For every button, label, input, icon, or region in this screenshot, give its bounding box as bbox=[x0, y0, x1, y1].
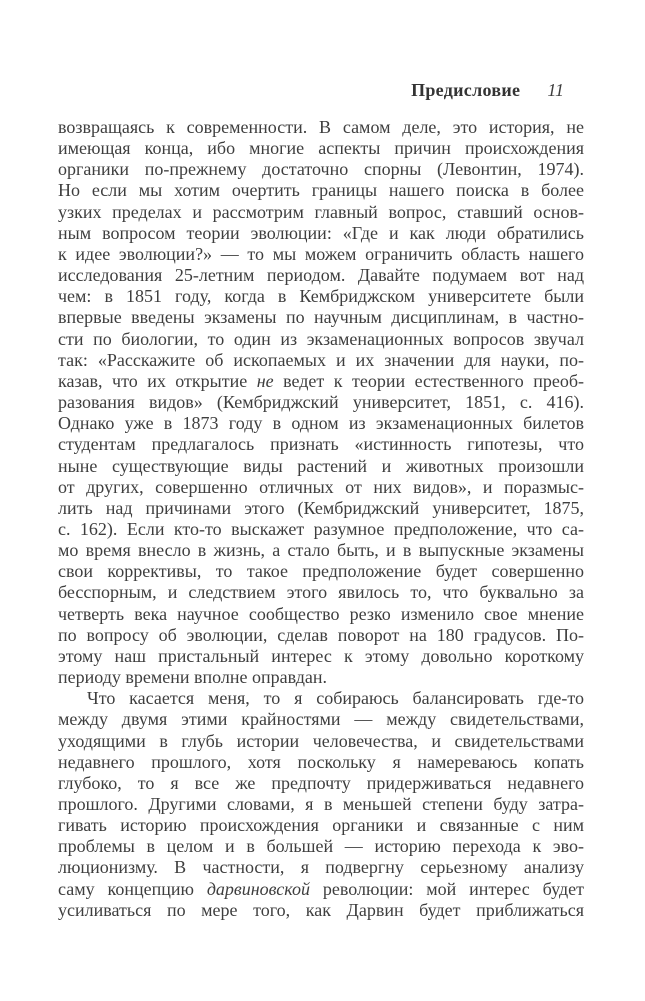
paragraph bbox=[58, 688, 584, 921]
text-line bbox=[58, 350, 584, 371]
text-line bbox=[58, 731, 584, 752]
text-segment: органики по-прежнему достаточно спорны (Левонтин, 1974). bbox=[58, 159, 584, 180]
text-segment: усиливаться по мере того, как Дарвин будет приближаться bbox=[58, 899, 584, 920]
text-line bbox=[58, 244, 584, 265]
text-line bbox=[58, 413, 584, 434]
text-line bbox=[58, 223, 584, 244]
text-line bbox=[58, 329, 584, 350]
text-segment: казав, что их открытие bbox=[58, 370, 257, 391]
text-line bbox=[58, 900, 584, 921]
text-segment: так: «Расскажите об ископаемых и их значении для науки, по- bbox=[58, 349, 584, 370]
text-line bbox=[58, 752, 584, 773]
text-segment: Что касается меня, то я собираюсь балансировать где-то bbox=[87, 688, 584, 709]
text-segment: с. 162). Если кто-то выскажет разумное предположение, что са- bbox=[58, 518, 584, 539]
text-segment: свои коррективы, то такое предположение будет совершенно bbox=[58, 561, 584, 582]
text-line bbox=[58, 392, 584, 413]
text-line bbox=[58, 117, 584, 138]
text-segment: мо время внесло в жизнь, а стало быть, и в выпускные экзамены bbox=[58, 540, 584, 561]
text-segment: глубоко, то я все же предпочту придерживаться недавнего bbox=[58, 772, 584, 793]
text-line bbox=[58, 138, 584, 159]
text-segment: этому наш пристальный интерес к этому довольно короткому bbox=[58, 645, 584, 666]
text-line bbox=[58, 879, 584, 900]
page-body-text bbox=[58, 117, 584, 921]
text-segment: уходящими в глубь истории человечества, и свидетельствами bbox=[58, 730, 584, 751]
text-segment: Однако уже в 1873 году в одном из экзаменационных билетов bbox=[58, 413, 584, 434]
text-line bbox=[58, 561, 584, 582]
text-line bbox=[58, 667, 584, 688]
text-line bbox=[58, 540, 584, 561]
paragraph bbox=[58, 117, 584, 688]
text-line bbox=[58, 688, 584, 709]
text-segment: студентам предлагалось признать «истинность гипотезы, что bbox=[58, 434, 584, 455]
text-line bbox=[58, 286, 584, 307]
text-segment: люционизму. В частности, я подвергну серьезному анализу bbox=[58, 857, 584, 878]
text-line bbox=[58, 625, 584, 646]
running-title: Предисловие bbox=[411, 80, 521, 100]
text-line bbox=[58, 794, 584, 815]
text-line bbox=[58, 836, 584, 857]
text-segment: ведет к теории естественного преоб- bbox=[273, 370, 584, 391]
text-line bbox=[58, 159, 584, 180]
page-number: 11 bbox=[547, 80, 564, 100]
text-line bbox=[58, 773, 584, 794]
text-segment: ныне существующие виды растений и животных произошли bbox=[58, 455, 584, 476]
text-segment: имеющая конца, ибо многие аспекты причин происхождения bbox=[58, 138, 584, 159]
text-line bbox=[58, 604, 584, 625]
text-segment: исследования 25-летним периодом. Давайте подумаем вот над bbox=[58, 265, 584, 286]
text-segment: недавнего прошлого, хотя поскольку я намереваюсь копать bbox=[58, 751, 584, 772]
text-segment: впервые введены экзамены по научным дисциплинам, в частно- bbox=[58, 307, 584, 328]
running-head bbox=[58, 80, 564, 101]
text-segment: революции: мой интерес будет bbox=[309, 878, 584, 899]
text-line bbox=[58, 477, 584, 498]
text-segment: проблемы в целом и в большей — историю перехода к эво- bbox=[58, 836, 584, 857]
text-segment: лить над причинами этого (Кембриджский университет, 1875, bbox=[58, 497, 584, 518]
text-line bbox=[58, 180, 584, 201]
text-segment: между двумя этими крайностями — между свидетельствами, bbox=[58, 709, 584, 730]
italic-text-segment: дарвиновской bbox=[206, 878, 310, 899]
text-segment: к идее эволюции?» — то мы можем ограничить область нашего bbox=[58, 243, 584, 264]
text-segment: узких пределах и рассмотрим главный вопрос, ставший основ- bbox=[58, 201, 584, 222]
text-line bbox=[58, 646, 584, 667]
text-line bbox=[58, 498, 584, 519]
text-line bbox=[58, 265, 584, 286]
text-segment: чем: в 1851 году, когда в Кембриджском университете были bbox=[58, 286, 584, 307]
text-segment: от других, совершенно отличных от них видов», и поразмыс- bbox=[58, 476, 584, 497]
text-line bbox=[58, 456, 584, 477]
text-segment: ным вопросом теории эволюции: «Где и как люди обратились bbox=[58, 222, 584, 243]
text-segment: возвращаясь к современности. В самом деле, это история, не bbox=[58, 117, 584, 137]
text-segment: прошлого. Другими словами, я в меньшей степени буду затра- bbox=[58, 794, 584, 814]
text-segment: периоду времени вполне оправдан. bbox=[58, 667, 327, 688]
text-segment: бесспорным, и следствием этого явилось то, что буквально за bbox=[58, 582, 584, 603]
text-line bbox=[58, 307, 584, 328]
text-segment: по вопросу об эволюции, сделав поворот на 180 градусов. По- bbox=[58, 624, 584, 645]
text-line bbox=[58, 434, 584, 455]
text-line bbox=[58, 582, 584, 603]
italic-text-segment: не bbox=[256, 370, 274, 391]
text-segment: четверть века научное сообщество резко изменило свое мнение bbox=[58, 603, 584, 624]
text-segment: сти по биологии, то один из экзаменационных вопросов звучал bbox=[58, 328, 584, 349]
text-segment: гивать историю происхождения органики и связанные с ним bbox=[58, 815, 584, 836]
text-line bbox=[58, 815, 584, 836]
text-segment: разования видов» (Кембриджский университет, 1851, с. 416). bbox=[58, 392, 584, 413]
text-line bbox=[58, 202, 584, 223]
text-line bbox=[58, 857, 584, 878]
text-line bbox=[58, 709, 584, 730]
text-line bbox=[58, 519, 584, 540]
text-segment: саму концепцию bbox=[58, 878, 207, 899]
text-line bbox=[58, 371, 584, 392]
text-segment: Но если мы хотим очертить границы нашего поиска в более bbox=[58, 180, 584, 201]
